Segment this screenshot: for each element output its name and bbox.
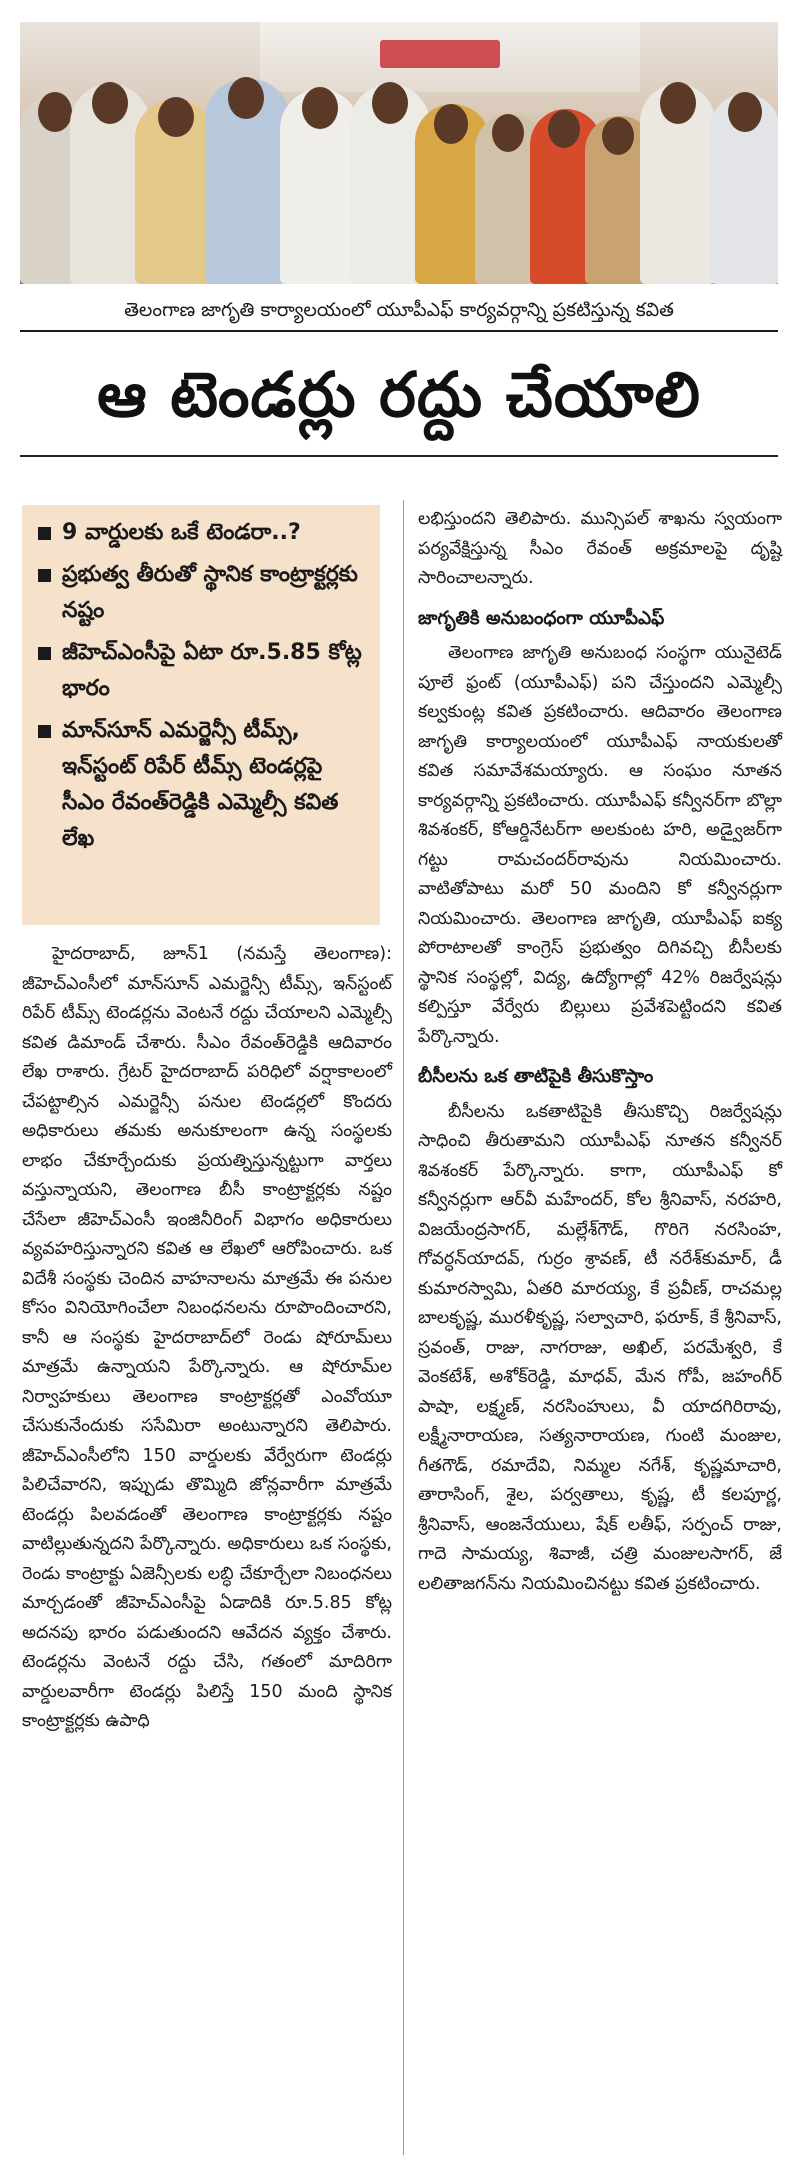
article-paragraph: లభిస్తుందని తెలిపారు. మున్సిపల్ శాఖను స్వయంగా పర్యవేక్షిస్తున్న సీఎం రేవంత్ అక్రమాలపై దృష్టి సారించాలన్నారు. [418, 509, 782, 588]
photo-banner [260, 22, 640, 92]
article-paragraph: తెలంగాణ జాగృతి అనుబంధ సంస్థగా యునైటెడ్ పూలే ఫ్రంట్ (యూపీఎఫ్) పని చేస్తుందని ఎమ్మెల్సీ కల్వకుంట్ల కవిత ప్రకటించారు. ఆదివారం తెలంగాణ జాగృతి కార్యాలయంలో యూపీఎఫ్ నాయకులతో కవిత సమావేశమయ్యారు. ఆ సంఘం నూతన కార్యవర్గాన్ని ప్రకటించారు. యూపీఎఫ్ కన్వీనర్‌గా బొల్లా శివశంకర్, కోఆర్డినేటర్‌గా అలకుంట హరి, అడ్వైజర్‌గా గట్టు రామచందర్‌రావును నియమించారు. వాటితోపాటు మరో 50 మందిని కో కన్వీనర్లుగా నియమించారు. తెలంగాణ జాగృతి, యూపీఎఫ్ ఐక్య పోరాటాలతో కాంగ్రెస్ ప్రభుత్వం దిగివచ్చి బీసీలకు స్థానిక సంస్థల్లో, విద్య, ఉద్యోగాల్లో 42% రిజర్వేషన్లు కల్పిస్తూ వేర్వేరు బిల్లులు ప్రవేశపెట్టిందని కవిత పేర్కొన్నారు. [418, 643, 782, 1047]
subheading: జాగృతికి అనుబంధంగా యూపీఎఫ్ [418, 607, 665, 629]
bullet-icon [38, 725, 51, 738]
highlight-text: జీహెచ్ఎంసీపై ఏటా రూ.5.85 కోట్ల భారం [62, 640, 362, 701]
highlight-text: 9 వార్డులకు ఒకే టెండరా..? [62, 520, 301, 545]
highlight-item [34, 515, 368, 551]
bullet-icon [38, 647, 51, 660]
headline-rule [20, 455, 778, 457]
photo-caption: తెలంగాణ జాగృతి కార్యాలయంలో యూపీఎఫ్ కార్యవర్గాన్ని ప్రకటిస్తున్న కవిత [20, 290, 778, 332]
subheading: బీసీలను ఒక తాటిపైకి తీసుకొస్తాం [418, 1066, 654, 1087]
highlights-box [22, 505, 380, 925]
article-right-column [418, 505, 782, 1605]
column-divider [403, 500, 404, 2155]
headline: ఆ టెండర్లు రద్దు చేయాలి [97, 358, 701, 431]
bullet-icon [38, 527, 51, 540]
article-left-column [22, 940, 392, 1743]
article-paragraph: హైదరాబాద్, జూన్1 (నమస్తే తెలంగాణ): జీహెచ్ఎంసీలో మాన్‌సూన్ ఎమర్జెన్సీ టీమ్స్, ఇన్‌స్టంట్ రిపేర్ టీమ్స్ టెండర్లను వెంటనే రద్దు చేయాలని ఎమ్మెల్సీ కవిత డిమాండ్ చేశారు. సీఎం రేవంత్‌రెడ్డికి ఆదివారం లేఖ రాశారు. గ్రేటర్ హైదరాబాద్ పరిధిలో వర్షాకాలంలో చేపట్టాల్సిన ఎమర్జెన్సీ పనుల టెండర్లలో కొందరు అధికారులు తమకు అనుకూలంగా ఉన్న సంస్థలకు లాభం చేకూర్చేందుకు ప్రయత్నిస్తున్నట్టుగా వార్తలు వస్తున్నాయని, తెలంగాణ బీసీ కాంట్రాక్టర్లకు నష్టం చేసేలా జీహెచ్ఎంసీ ఇంజినీరింగ్ విభాగం అధికారులు వ్యవహరిస్తున్నారని కవిత ఆ లేఖలో ఆరోపించారు. ఒక విదేశీ సంస్థకు చెందిన వాహనాలను మాత్రమే ఈ పనుల కోసం వినియోగించేలా నిబంధనలను రూపొందించారని, కానీ ఆ సంస్థకు హైదరాబాద్‌లో రెండు షోరూమ్‌లు మాత్రమే ఉన్నాయని పేర్కొన్నారు. ఆ షోరూమ్‌ల నిర్వాహకులు తెలంగాణ కాంట్రాక్టర్లతో ఎంవోయూ చేసుకునేందుకు ససేమిరా అంటున్నారని తెలిపారు. జీహెచ్ఎంసీలోని 150 వార్డులకు వేర్వేరుగా టెండర్లు పిలిచేవారని, ఇప్పుడు తొమ్మిది జోన్లవారీగా మాత్రమే టెండర్లు పిలవడంతో తెలంగాణ కాంట్రాక్టర్లకు నష్టం వాటిల్లుతున్నదని పేర్కొన్నారు. అధికారులు ఒక సంస్థకు, రెండు కాంట్రాక్టు ఏజెన్సీలకు లబ్ధి చేకూర్చేలా నిబంధనలు మార్చడంతో జీహెచ్ఎంసీపై ఏడాదికి రూ.5.85 కోట్ల అదనపు భారం పడుతుందని ఆవేదన వ్యక్తం చేశారు. టెండర్లను వెంటనే రద్దు చేసి, గతంలో మాదిరిగా వార్డులవారీగా టెండర్లు పిలిస్తే 150 మంది స్థానిక కాంట్రాక్టర్లకు ఉపాధి [22, 944, 392, 1731]
highlight-item [34, 557, 368, 629]
highlight-item [34, 713, 368, 857]
article-paragraph: బీసీలను ఒకతాటిపైకి తీసుకొచ్చి రిజర్వేషన్లు సాధించి తీరుతామని యూపీఎఫ్ నూతన కన్వీనర్ శివశంకర్ పేర్కొన్నారు. కాగా, యూపీఎఫ్ కో కన్వీనర్లుగా ఆర్‌వీ మహేందర్, కోల శ్రీనివాస్, నరహరి, విజయేంద్రసాగర్, మల్లేశ్‌గౌడ్, గొరిగె నరసింహ, గోవర్ధన్‌యాదవ్, గుర్రం శ్రావణ్, టీ నరేశ్‌కుమార్, డీ కుమారస్వామి, ఏతరి మారయ్య, కే ప్రవీణ్, రాచమల్ల బాలకృష్ణ, మురళీకృష్ణ, సల్వాచారి, ఫరూక్, కే శ్రీనివాస్, స్రవంత్, రాజు, నాగరాజు, అఖిల్, పరమేశ్వరి, కే వెంకటేశ్, అశోక్‌రెడ్డి, మాధవ్, మేన గోపీ, జహంగీర్ పాషా, లక్ష్మణ్, నరసింహులు, వీ యాదగిరిరావు, లక్ష్మీనారాయణ, సత్యనారాయణ, గుంటి మంజుల, గీతగౌడ్, రమాదేవి, నిమ్మల నగేశ్, కృష్ణమాచారి, తారాసింగ్, శైల, పర్వతాలు, కృష్ణ, టీ కలపూర్ణ, శ్రీనివాస్, ఆంజనేయులు, షేక్ లతీఫ్, సర్పంచ్ రాజు, గాదె సామయ్య, శివాజీ, చత్రి మంజులసాగర్, జే లలితాజగన్‌ను నియమించినట్టు కవిత ప్రకటించారు. [418, 1101, 782, 1594]
highlight-text: ప్రభుత్వ తీరుతో స్థానిక కాంట్రాక్టర్లకు నష్టం [62, 562, 358, 623]
highlight-item [34, 635, 368, 707]
highlight-text: మాన్‌సూన్ ఎమర్జెన్సీ టీమ్స్, ఇన్‌స్టంట్ రిపేర్ టీమ్స్ టెండర్లపై సీఎం రేవంత్‌రెడ్డికి ఎమ్మెల్సీ కవిత లేఖ [62, 718, 339, 851]
bullet-icon [38, 569, 51, 582]
news-photo [20, 22, 778, 284]
